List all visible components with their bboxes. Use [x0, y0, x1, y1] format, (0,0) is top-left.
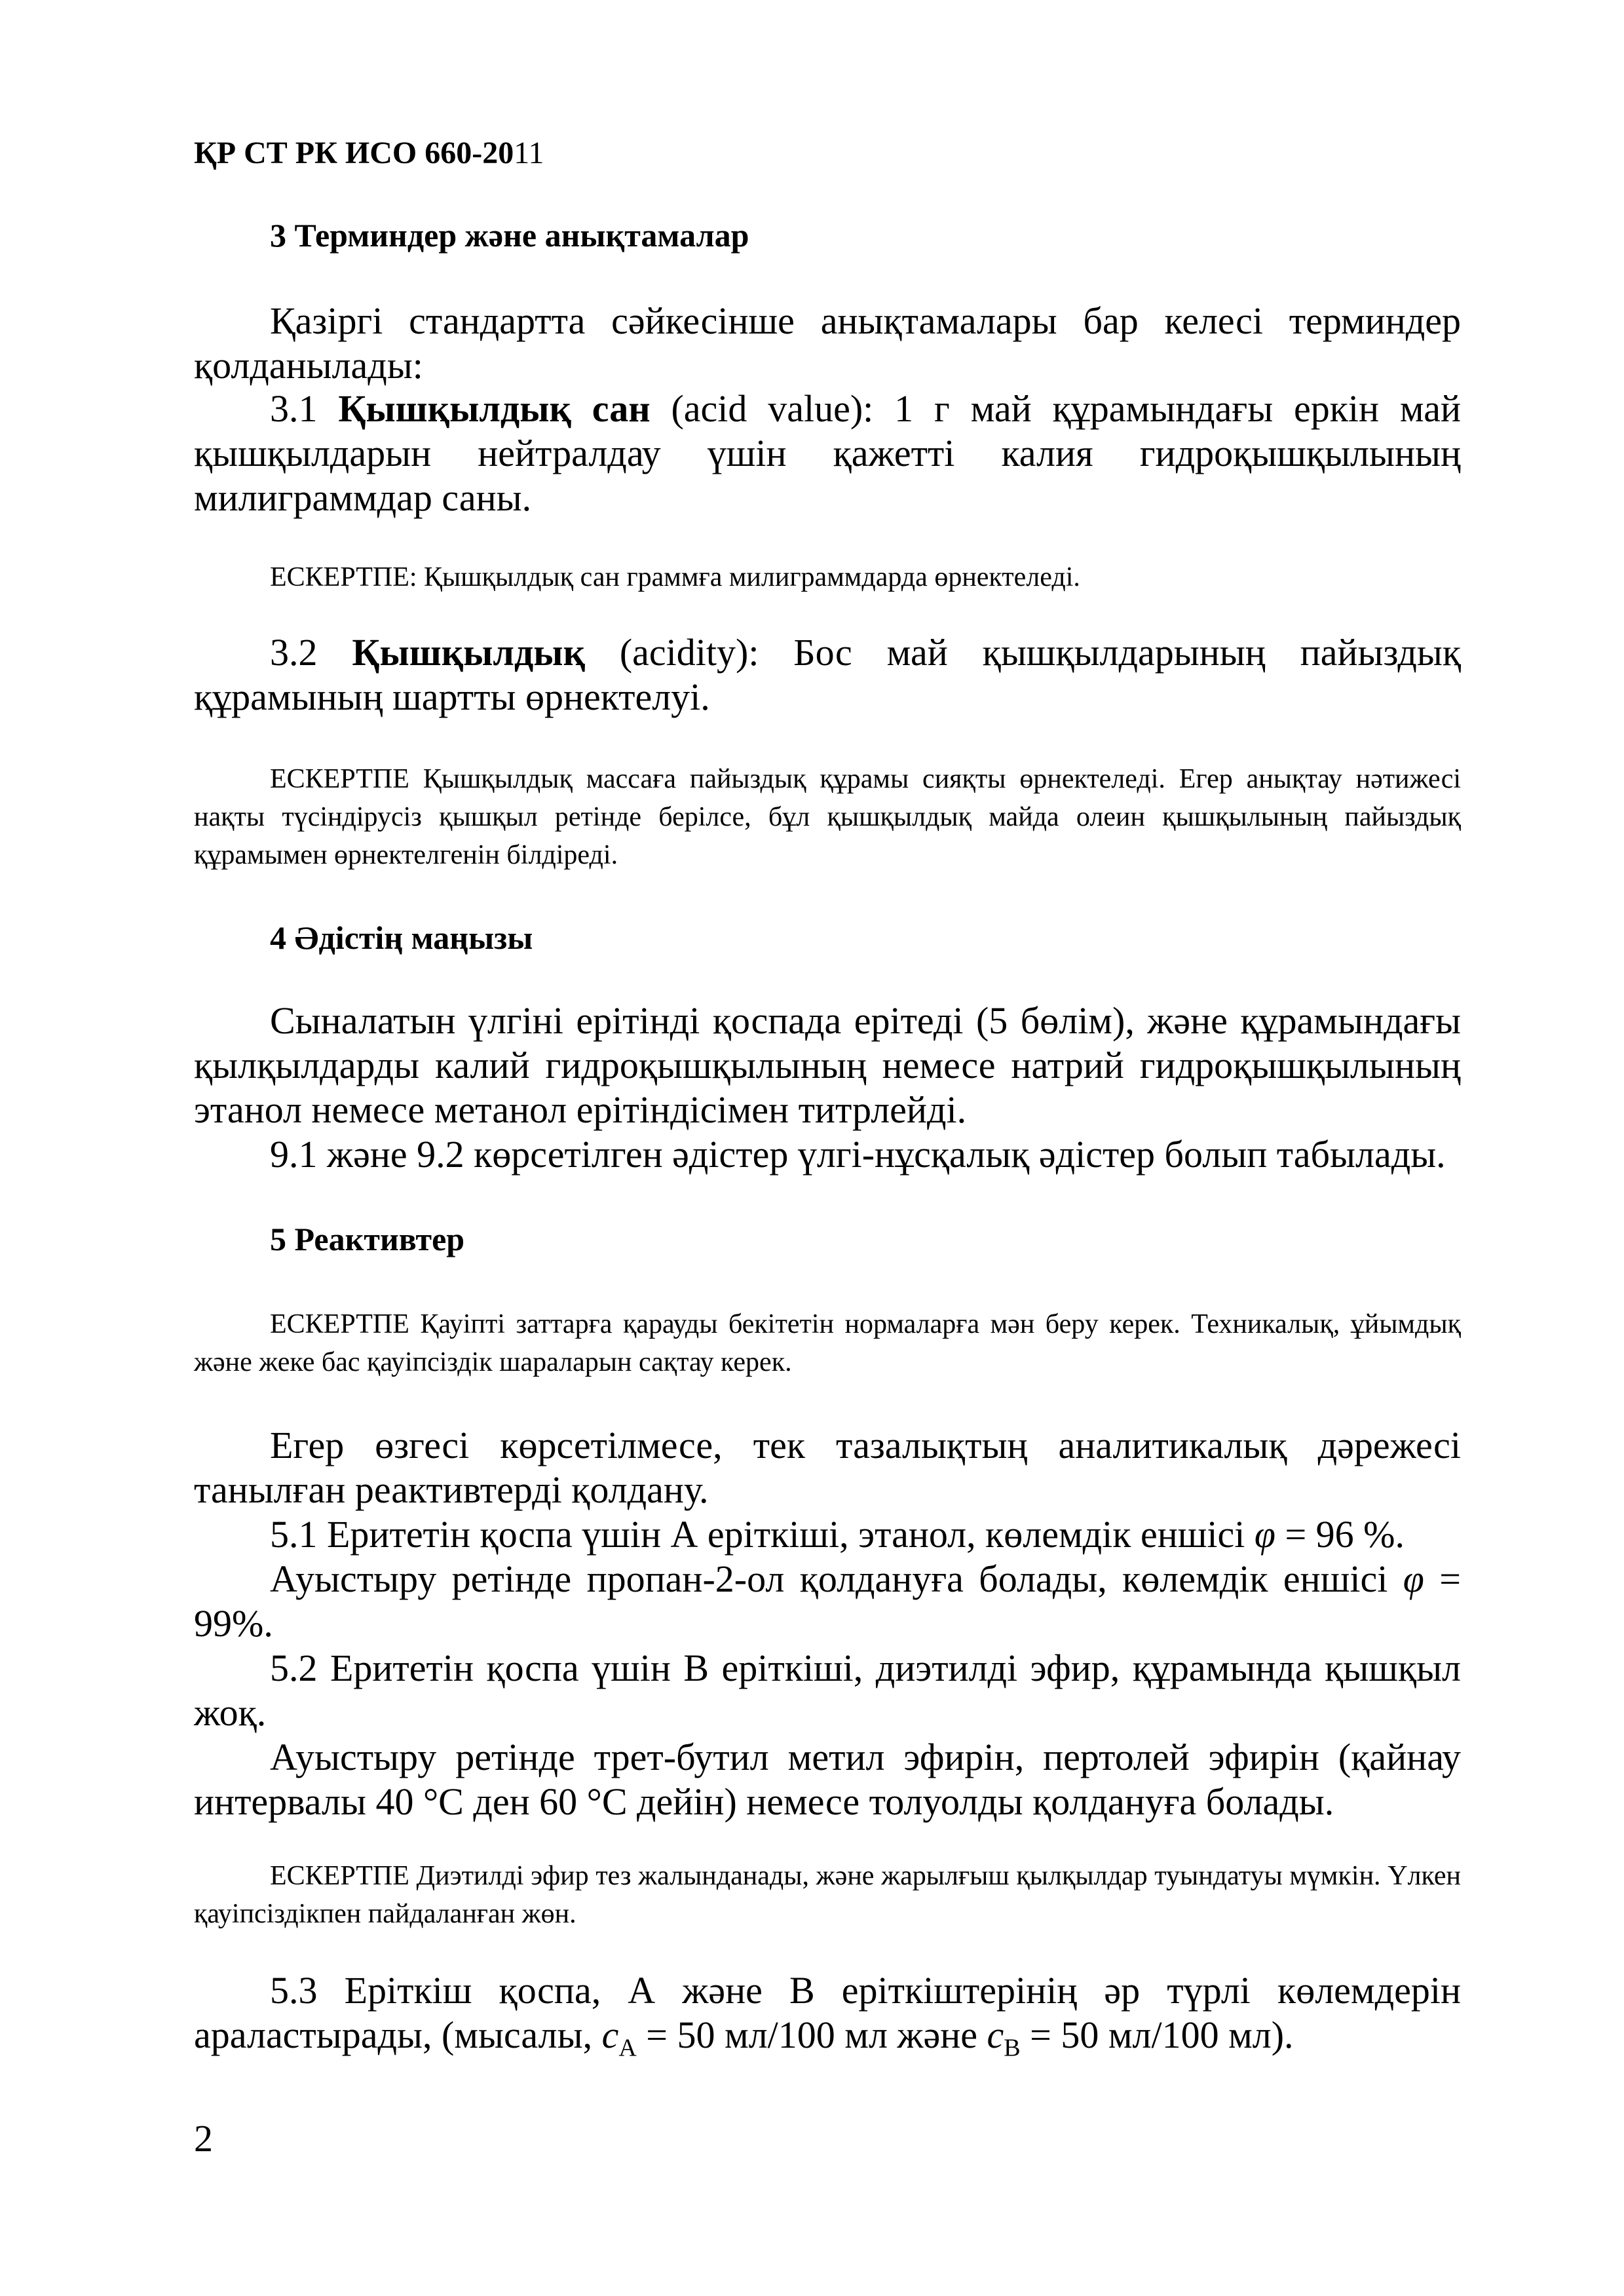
page-number: 2: [194, 2117, 213, 2160]
section4-para1: Сыналатын үлгіні ерітінді қоспада ерітеді (5 бөлім), және құрамындағы қылқылдарды калий гидроқышқылының немесе натрий гидроқышқылының этанол немесе метанол ерітіндісімен титрлейді.: [194, 999, 1461, 1131]
item-5-3-line1: 5.3 Еріткіш қоспа, А және В еріткіштерінің әр түрлі көлемдерін: [270, 1969, 1461, 2012]
section3-note2: ЕСКЕРТПЕ Қышқылдық массаға пайыздық құрамы сияқты өрнектеледі. Егер анықтау нәтижесі нақты түсіндірусіз қышқыл ретінде берілсе, бұл қышқылдық майда олеин қышқылының пайыздық құрамымен өрнектелгенін білдіреді.: [194, 764, 1461, 870]
section3-intro: Қазіргі стандартта сәйкесінше анықтамалары бар келесі терминдер қолданылады:: [194, 299, 1461, 387]
item-5-3-line2: араластырады, (мысалы, $c_A = 50$ мл/100 мл және $c_B = 50$ мл/100 мл).: [194, 2014, 1294, 2062]
item-5-3: [194, 1968, 1461, 2071]
definition-3-1-line3: милиграммдар саны.: [194, 476, 532, 519]
alt-5-1: Ауыстыру ретінде пропан-2-ол қолдануға болады, көлемдік еншісі φ = 99%.: [194, 1558, 1461, 1645]
definition-3-1-line2: қышқылдарын нейтралдау үшін қажетті калия гидроқышқылының: [194, 432, 1461, 474]
header-standard-code: ҚР СТ РК ИСО 660-20: [194, 136, 514, 170]
section5-note2: ЕСКЕРТПЕ Диэтилді эфир тез жалынданады, және жарылғыш қылқылдар туындатуы мүмкін. Үлкен қауіпсіздікпен пайдаланған жөн.: [194, 1861, 1461, 1929]
alt-5-2: Ауыстыру ретінде трет-бутил метил эфирін, пертолей эфирін (қайнау интервалы 40 °С ден 60 °С дейін) немесе толуолды қолдануға болады.: [194, 1736, 1461, 1823]
section4-heading: 4 Әдістің маңызы: [270, 919, 533, 956]
item-5-1: 5.1 Еритетін қоспа үшін А еріткіші, этанол, көлемдік еншісі φ = 96 %.: [270, 1513, 1405, 1556]
item-5-2: 5.2 Еритетін қоспа үшін В еріткіші, диэтилді эфир, құрамында қышқыл жоқ.: [194, 1647, 1461, 1734]
term-acidity: Қышқылдық: [352, 631, 585, 674]
phi-symbol: φ: [1254, 1513, 1275, 1556]
definition-3-2: [194, 630, 1461, 719]
definition-3-1: [194, 387, 1461, 520]
section3-note1: ЕСКЕРТПЕ: Қышқылдық сан граммға милиграммдарда өрнектеледі.: [270, 562, 1080, 592]
definition-3-2-line2: құрамының шартты өрнектелуі.: [194, 676, 710, 718]
definition-3-1-line1: 3.1 Қышқылдық сан (acid value): 1 г май құрамындағы еркін май: [270, 387, 1461, 430]
document-header: [194, 135, 544, 171]
phi-symbol: φ: [1403, 1558, 1424, 1600]
section5-note1: ЕСКЕРТПЕ Қауіпті заттарға қарауды бекітетін нормаларға мән беру керек. Техникалық, ұйымдық және жеке бас қауіпсіздік шараларын сақтау керек.: [194, 1309, 1461, 1377]
section4-para2: 9.1 және 9.2 көрсетілген әдістер үлгі-нұсқалық әдістер болып табылады.: [270, 1133, 1446, 1176]
term-acid-value: Қышқылдық сан: [338, 387, 651, 430]
definition-3-2-line1: 3.2 Қышқылдық (acidity): Бос май қышқылдарының пайыздық: [270, 631, 1462, 674]
section5-heading: 5 Реактивтер: [270, 1221, 465, 1257]
header-year-tail: 11: [514, 136, 544, 170]
section5-para1: Егер өзгесі көрсетілмесе, тек тазалықтың аналитикалық дәрежесі танылған реактивтерді қолдану.: [194, 1424, 1461, 1511]
section3-heading: 3 Терминдер және анықтамалар: [270, 217, 749, 254]
